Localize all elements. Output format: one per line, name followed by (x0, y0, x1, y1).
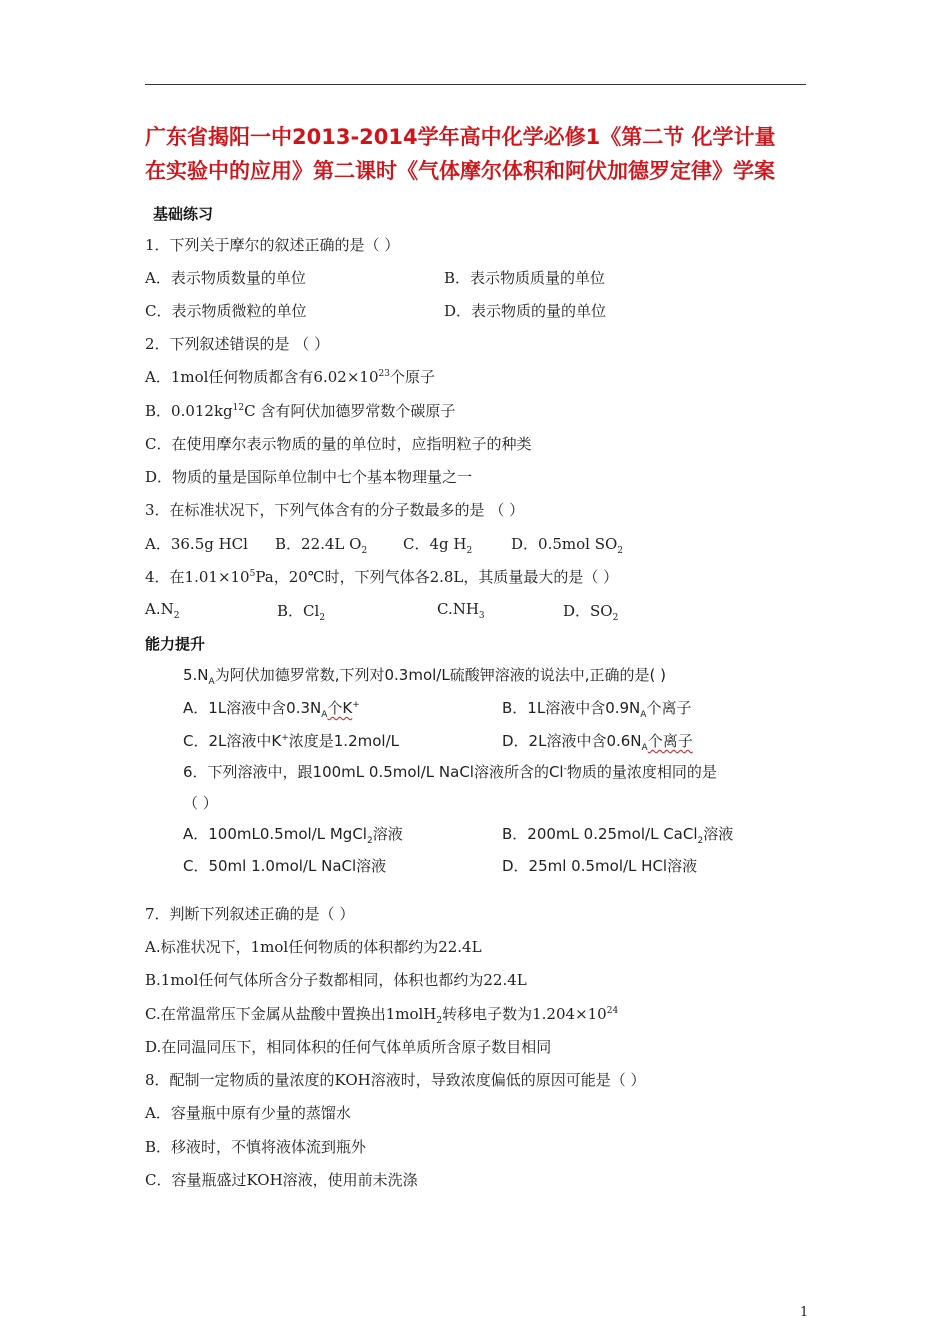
q6-b-text: B．200mL 0.25mol/L CaCl (502, 825, 698, 843)
q4-c-sub: 3 (478, 611, 485, 621)
q8-option-c: C．容量瓶盛过KOH溶液，使用前未洗涤 (145, 1171, 418, 1189)
q4-stem (145, 566, 618, 587)
q1-option-a: A．表示物质数量的单位 (145, 269, 306, 287)
q1-option-b: B．表示物质质量的单位 (444, 269, 606, 287)
q5-c-text: C．2L溶液中K (183, 732, 282, 750)
q6-a-sub: 2 (366, 836, 373, 846)
q7-option-c (145, 1003, 618, 1026)
q2-b-post: C 含有阿伏加德罗常数个碳原子 (244, 402, 456, 420)
q2-option-a (145, 366, 435, 387)
q3-option-c (403, 533, 472, 556)
q4-a-text: A.N (145, 600, 174, 618)
q4-option-d (563, 600, 618, 623)
q5-b-post: 个离子 (646, 699, 692, 717)
q7-stem: 7．判断下列叙述正确的是（ ） (145, 905, 355, 923)
q4-b-text: B．Cl (277, 602, 320, 620)
q8-option-a: A．容量瓶中原有少量的蒸馏水 (145, 1104, 351, 1122)
q6-option-d: D．25ml 0.5mol/L HCl溶液 (502, 857, 698, 875)
q2-a-post: 个原子 (389, 368, 435, 386)
q1-option-d: D．表示物质的量的单位 (444, 302, 607, 320)
q6-option-a (183, 823, 403, 846)
q1-option-c: C．表示物质微粒的单位 (145, 302, 307, 320)
q2-a-sup: 23 (378, 369, 390, 379)
q2-stem: 2．下列叙述错误的是 （ ） (145, 335, 330, 353)
q8-option-b: B．移液时，不慎将液体流到瓶外 (145, 1138, 367, 1156)
q4-a-sub: 2 (173, 611, 180, 621)
q5-stem (183, 664, 666, 687)
q3-option-a: A．36.5g HCl (145, 535, 248, 553)
title-line-1: 广东省揭阳一中2013-2014学年高中化学必修1《第二节 化学计量 (145, 125, 776, 149)
q7-c-mid: 转移电子数为1.204×10 (442, 1005, 607, 1023)
q4-option-a (145, 600, 179, 621)
q8-stem: 8．配制一定物质的量浓度的KOH溶液时，导致浓度偏低的原因可能是（ ） (145, 1071, 646, 1089)
q6-stem-post: 物质的量浓度相同的是 (566, 763, 717, 781)
q4-option-b (277, 600, 325, 623)
q3-option-d (511, 533, 623, 556)
section-advanced: 能力提升 (145, 635, 206, 653)
q6-b-sub: 2 (697, 836, 704, 846)
q4-c-text: C.NH (437, 600, 479, 618)
q2-b-sup: 12 (232, 403, 245, 413)
q3-stem: 3．在标准状况下，下列气体含有的分子数最多的是 （ ） (145, 501, 525, 519)
q3-option-b (275, 533, 367, 556)
q5-a-post: 个K (327, 699, 353, 717)
q3-d-sub: 2 (617, 546, 624, 556)
q6-stem-line-2: （ ） (183, 794, 218, 812)
title-line-2: 在实验中的应用》第二课时《气体摩尔体积和阿伏加德罗定律》学案 (145, 159, 775, 183)
q5-b-text: B．1L溶液中含0.9N (502, 699, 641, 717)
q7-option-d: D.在同温同压下，相同体积的任何气体单质所含原子数目相同 (145, 1038, 552, 1056)
q6-a-post: 溶液 (372, 825, 403, 843)
q5-option-c (183, 730, 399, 751)
q6-stem (183, 761, 717, 782)
q7-c-sub: 2 (436, 1016, 443, 1026)
q5-option-b (502, 697, 691, 720)
q2-a-text: A．1mol任何物质都含有6.02×10 (145, 368, 379, 386)
q4-b-sub: 2 (319, 613, 326, 623)
q4-stem-post: Pa，20℃时，下列气体各2.8L，其质量最大的是（ ） (255, 568, 619, 586)
q3-b-sub: 2 (361, 546, 368, 556)
q2-option-d: D．物质的量是国际单位制中七个基本物理量之一 (145, 468, 473, 486)
q2-option-c: C．在使用摩尔表示物质的量的单位时，应指明粒子的种类 (145, 435, 532, 453)
q5-c-sup: + (281, 733, 289, 743)
q6-stem-sup: - (563, 764, 567, 774)
q6-option-b (502, 823, 733, 846)
q5-c-post: 浓度是1.2mol/L (288, 732, 399, 750)
q5-option-d (502, 730, 693, 753)
q4-d-sub: 2 (612, 613, 619, 623)
q3-c-sub: 2 (466, 546, 473, 556)
page-number: 1 (800, 1305, 809, 1320)
q4-d-text: D．SO (563, 602, 613, 620)
q5-d-text: D．2L溶液中含0.6N (502, 732, 642, 750)
q4-option-c (437, 600, 485, 621)
q1-stem: 1．下列关于摩尔的叙述正确的是（ ） (145, 236, 400, 254)
q6-a-text: A．100mL0.5mol/L MgCl (183, 825, 367, 843)
q3-b-text: B．22.4L O (275, 535, 362, 553)
header-rule (145, 84, 806, 85)
q3-c-text: C．4g H (403, 535, 467, 553)
q5-a-sup: + (352, 700, 360, 710)
q5-stem-sub: A (208, 677, 215, 687)
q5-stem-post: 为阿伏加德罗常数,下列对0.3mol/L硫酸钾溶液的说法中,正确的是( ) (214, 666, 666, 684)
q4-stem-sup: 5 (249, 569, 256, 579)
q5-a-sub: A (321, 710, 328, 720)
q2-option-b (145, 400, 455, 421)
q6-stem-text: 6．下列溶液中，跟100mL 0.5mol/L NaCl溶液所含的Cl (183, 763, 564, 781)
q7-option-a: A.标准状况下，1mol任何物质的体积都约为22.4L (145, 938, 482, 956)
q4-stem-text: 4．在1.01×10 (145, 568, 250, 586)
q7-option-b: B.1mol任何气体所含分子数都相同，体积也都约为22.4L (145, 971, 527, 989)
q7-c-sup: 24 (606, 1006, 619, 1016)
q7-c-text: C.在常温常压下金属从盐酸中置换出1molH (145, 1005, 437, 1023)
q6-option-c: C．50ml 1.0mol/L NaCl溶液 (183, 857, 387, 875)
document-title (145, 120, 825, 188)
q5-d-sub: A (641, 743, 648, 753)
q5-option-a (183, 697, 360, 720)
q5-a-text: A．1L溶液中含0.3N (183, 699, 322, 717)
q5-stem-text: 5.N (183, 666, 209, 684)
section-basic: 基础练习 (153, 205, 214, 223)
q6-b-post: 溶液 (703, 825, 734, 843)
q3-d-text: D．0.5mol SO (511, 535, 618, 553)
q5-b-sub: A (640, 710, 647, 720)
q2-b-text: B．0.012kg (145, 402, 233, 420)
q5-d-post: 个离子 (647, 732, 693, 750)
